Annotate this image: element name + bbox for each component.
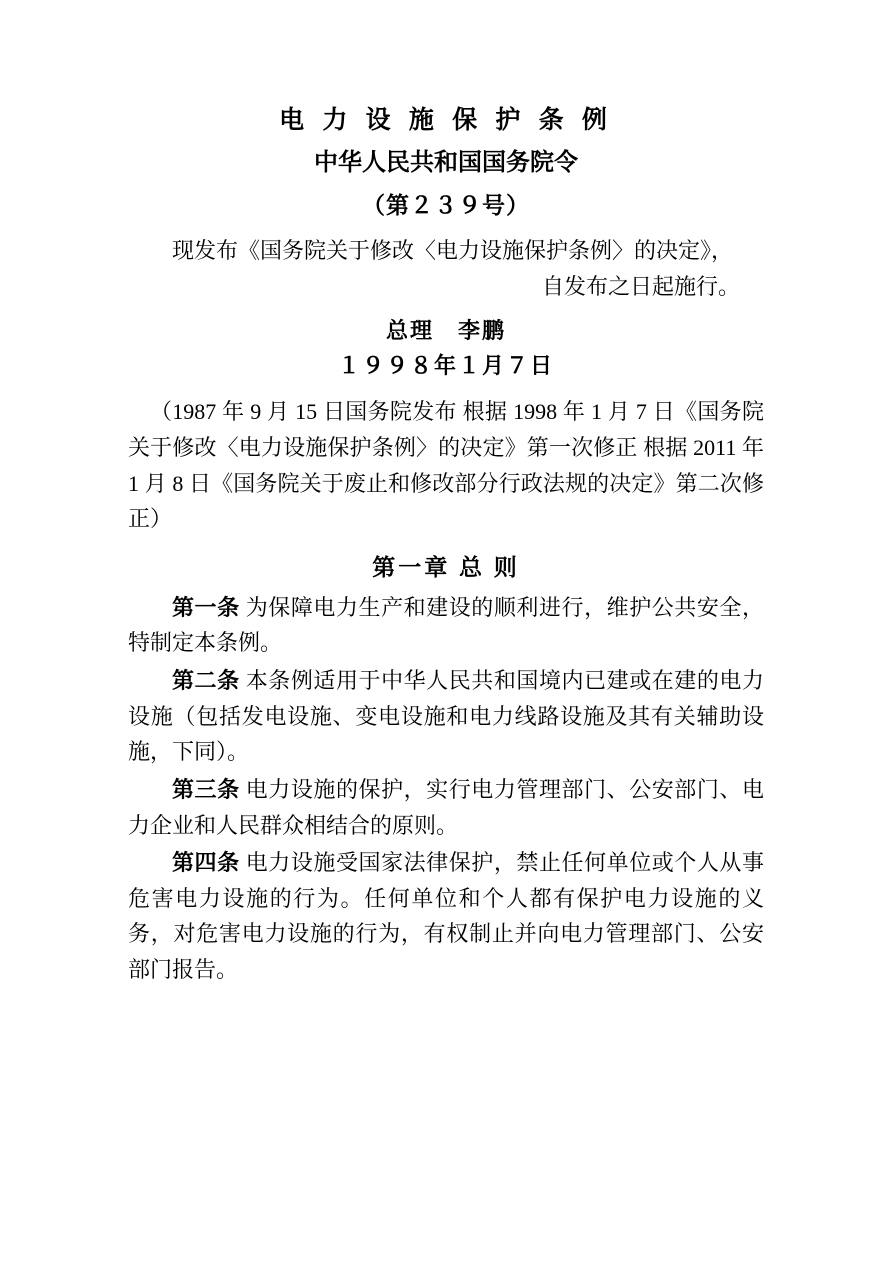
- article-item: [128, 663, 764, 770]
- article-number: 第一条: [172, 594, 240, 620]
- article-number: 第四条: [172, 850, 240, 876]
- page-title: 电 力 设 施 保 护 条 例: [279, 107, 613, 134]
- signature: 总理 李鹏: [385, 318, 506, 344]
- article-text: 电力设施受国家法律保护，禁止任何单位或个人从事危害电力设施的行为。任何单位和个人都有保护电力设施的义务，对危害电力设施的行为，有权制止并向电力管理部门、公安部门报告。: [128, 850, 764, 983]
- article-item: [128, 772, 764, 843]
- promulgation-line-2: 自发布之日起施行。: [541, 273, 740, 299]
- article-text: 电力设施的保护，实行电力管理部门、公安部门、电力企业和人民群众相结合的原则。: [128, 776, 764, 838]
- chapter-title: 第一章 总 则: [372, 554, 520, 580]
- revision-note: （1987 年 9 月 15 日国务院发布 根据 1998 年 1 月 7 日《国务院关于修改〈电力设施保护条例〉的决定》第一次修正 根据 2011 年 1 月 8 日《国务院关于废止和修改部分行政法规的决定》第二次修正）: [128, 399, 764, 532]
- article-item: [128, 590, 764, 661]
- article-text: 为保障电力生产和建设的顺利进行，维护公共安全，特制定本条例。: [128, 594, 764, 656]
- decree-issuer: 中华人民共和国国务院令: [314, 149, 578, 176]
- promulgation-line-1: 现发布《国务院关于修改〈电力设施保护条例〉的决定》，: [172, 238, 734, 264]
- article-text: 本条例适用于中华人民共和国境内已建或在建的电力设施（包括发电设施、变电设施和电力线路设施及其有关辅助设施，下同）。: [128, 668, 764, 765]
- article-number: 第三条: [172, 776, 240, 802]
- article-number: 第二条: [172, 668, 240, 694]
- signature-date: １９９８年１月７日: [337, 353, 554, 379]
- decree-number: （第２３９号）: [362, 192, 530, 218]
- article-item: [128, 845, 764, 988]
